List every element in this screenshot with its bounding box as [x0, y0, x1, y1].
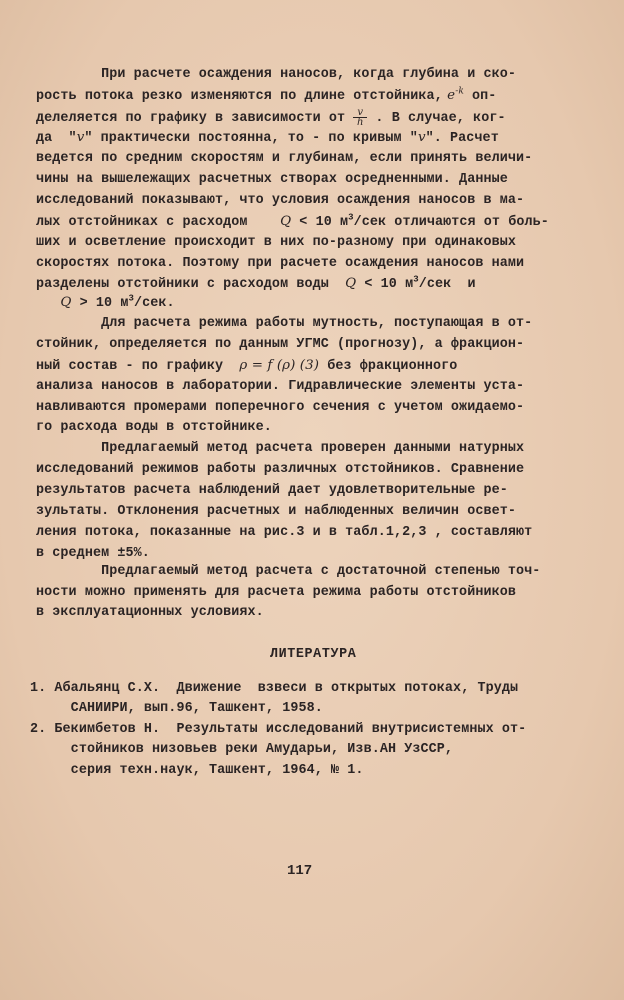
text-line: в эксплуатационных условиях.	[36, 605, 264, 620]
text-line: стойник, определяется по данным УГМС (прогнозу), а фракцион-	[36, 337, 525, 352]
text-fragment: > 10 м	[71, 296, 129, 311]
text-line: ведется по средним скоростям и глубинам, если принять величи-	[36, 151, 533, 166]
text-line: ших и осветление происходит в них по-разному при одинаковых	[36, 235, 517, 250]
text-fragment: делеляется по графику в зависимости от	[36, 111, 346, 127]
text-line	[36, 357, 457, 375]
text-fragment: " практически постоянна, то - по кривым "	[84, 131, 418, 146]
text-fragment: . В случае, ког-	[367, 111, 506, 127]
formula: ρ = f (ρ) (3)	[239, 358, 320, 373]
superscript: 3	[348, 212, 354, 223]
text-fragment: разделены отстойники с расходом воды	[36, 277, 329, 292]
text-line: ности можно применять для расчета режима работы отстойников	[36, 585, 517, 600]
fraction-denominator: h	[357, 117, 364, 128]
formula: v	[417, 130, 426, 145]
text-fragment: /сек и	[418, 277, 476, 292]
formula: Q	[345, 276, 357, 291]
text-line: зультаты. Отклонения расчетных и наблюденных величин освет-	[36, 504, 517, 519]
text-fragment: < 10 м	[291, 215, 349, 230]
text-line: в среднем ±5%.	[36, 546, 150, 561]
text-line: го расхода воды в отстойнике.	[36, 420, 272, 435]
text-line: исследований показывают, что условия осаждения наносов в ма-	[36, 193, 525, 208]
text-line: ления потока, показанные на рис.3 и в табл.1,2,3 , составляют	[36, 525, 533, 540]
superscript: 3	[413, 274, 419, 285]
text-line: Предлагаемый метод расчета с достаточной степенью точ-	[36, 564, 541, 579]
text-fragment: ". Расчет	[425, 131, 499, 146]
formula: e	[442, 88, 456, 103]
text-fragment: /сек.	[133, 296, 175, 311]
text-line: анализа наносов в лаборатории. Гидравлические элементы уста-	[36, 379, 525, 394]
formula: Q	[280, 214, 292, 229]
reference-line: серия техн.наук, Ташкент, 1964, № 1.	[30, 763, 364, 778]
text-fragment: рость потока резко изменяются по длине отстойника,	[36, 89, 443, 104]
text-line: результатов расчета наблюдений дает удовлетворительные ре-	[36, 483, 508, 498]
superscript: 3	[128, 293, 134, 304]
text-line	[36, 275, 476, 293]
fraction-formula	[353, 108, 367, 127]
text-fragment: оп-	[463, 89, 497, 104]
text-fragment: ный состав - по графику	[36, 359, 224, 374]
text-line: исследований режимов работы различных отстойников. Сравнение	[36, 462, 525, 477]
fraction-numerator: v	[353, 108, 367, 118]
text-line: При расчете осаждения наносов, когда глубина и ско-	[36, 67, 517, 82]
text-line: Предлагаемый метод расчета проверен данными натурных	[36, 441, 525, 456]
text-fragment: /сек отличаются от боль-	[353, 215, 549, 230]
reference-line: САНИИРИ, вып.96, Ташкент, 1958.	[30, 701, 323, 716]
page-number: 117	[287, 863, 313, 879]
formula-superscript: -k	[455, 86, 464, 97]
text-line	[36, 129, 499, 147]
text-line: Для расчета режима работы мутность, поступающая в от-	[36, 316, 533, 331]
text-fragment: да "	[36, 131, 77, 146]
text-fragment: < 10 м	[356, 277, 414, 292]
text-line: скоростях потока. Поэтому при расчете осаждения наносов нами	[36, 256, 525, 271]
text-fragment: лых отстойниках с расходом	[36, 215, 248, 230]
text-line: навливаются промерами поперечного сечения с учетом ожидаемо-	[36, 400, 525, 415]
formula: v	[76, 130, 85, 145]
reference-line: 1. Абальянц С.Х. Движение взвеси в открытых потоках, Труды	[30, 681, 519, 696]
text-line	[36, 87, 496, 105]
reference-line: стойников низовьев реки Амударьи, Изв.АН УзССР,	[30, 742, 454, 757]
formula: Q	[60, 295, 72, 310]
text-line	[36, 213, 549, 231]
reference-line: 2. Бекимбетов Н. Результаты исследований внутрисистемных от-	[30, 722, 527, 737]
text-line	[36, 294, 175, 312]
text-line	[36, 108, 506, 127]
text-line: чины на вышележащих расчетных створах осредненными. Данные	[36, 172, 508, 187]
references-heading: ЛИТЕРАТУРА	[270, 647, 357, 662]
text-fragment: без фракционного	[319, 359, 458, 374]
